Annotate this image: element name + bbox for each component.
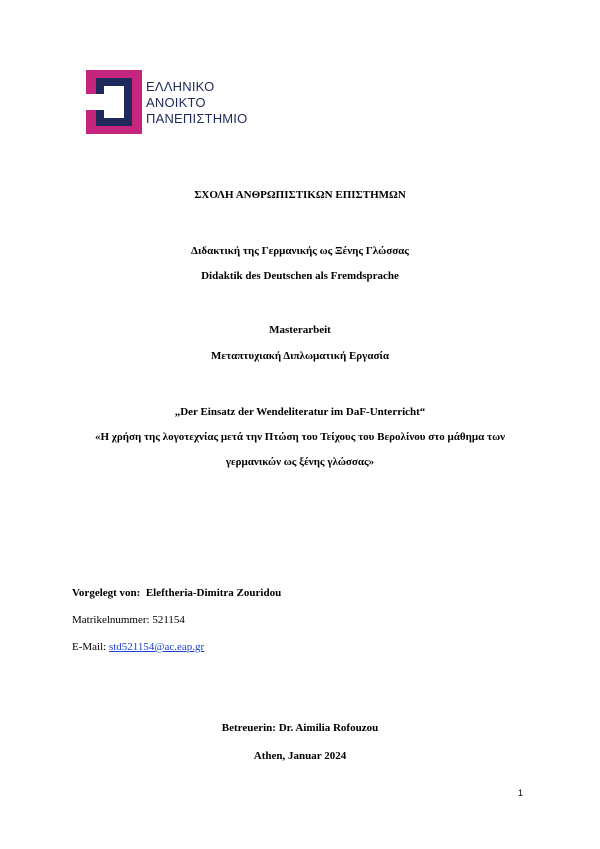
page-number: 1 [518, 788, 524, 798]
thesis-type-greek: Μεταπτυχιακή Διπλωματική Εργασία [210, 350, 389, 362]
logo-wordmark [146, 79, 247, 127]
thesis-type-german: Masterarbeit [269, 324, 331, 336]
program-german: Didaktik des Deutschen als Fremdsprache [201, 270, 399, 282]
matriculation-number: Matrikelnummer: 521154 [72, 614, 185, 626]
university-logo [86, 70, 286, 134]
logo-line-3: ΠΑΝΕΠΙΣΤΗΜΙΟ [146, 111, 248, 126]
eap-logo-icon [86, 70, 142, 134]
title-greek-line-2: γερμανικών ως ξένης γλώσσας» [225, 456, 375, 468]
author-name: Eleftheria-Dimitra Zouridou [145, 587, 282, 599]
place-date: Athen, Januar 2024 [253, 750, 347, 762]
title-greek-line-1: «Η χρήση της λογοτεχνίας μετά την Πτώση του Τείχους του Βερολίνου στο μάθημα των [94, 431, 506, 443]
author-line [72, 587, 281, 599]
school-name: ΣΧΟΛΗ ΑΝΘΡΩΠΙΣΤΙΚΩΝ ΕΠΙΣΤΗΜΩΝ [194, 189, 406, 201]
supervisor: Betreuerin: Dr. Aimilia Rofouzou [221, 722, 379, 734]
logo-line-1: ΕΛΛΗΝΙΚΟ [146, 79, 215, 94]
email-link[interactable]: std521154@ac.eap.gr [108, 641, 205, 653]
author-label: Vorgelegt von: [72, 587, 141, 599]
title-german: „Der Einsatz der Wendeliteratur im DaF-Unterricht“ [174, 406, 426, 418]
program-greek: Διδακτική της Γερμανικής ως Ξένης Γλώσσας [191, 245, 409, 257]
logo-line-2: ΑΝΟΙΚΤΟ [146, 95, 206, 110]
email-line [72, 641, 204, 653]
email-label: E-Mail: [72, 641, 107, 653]
